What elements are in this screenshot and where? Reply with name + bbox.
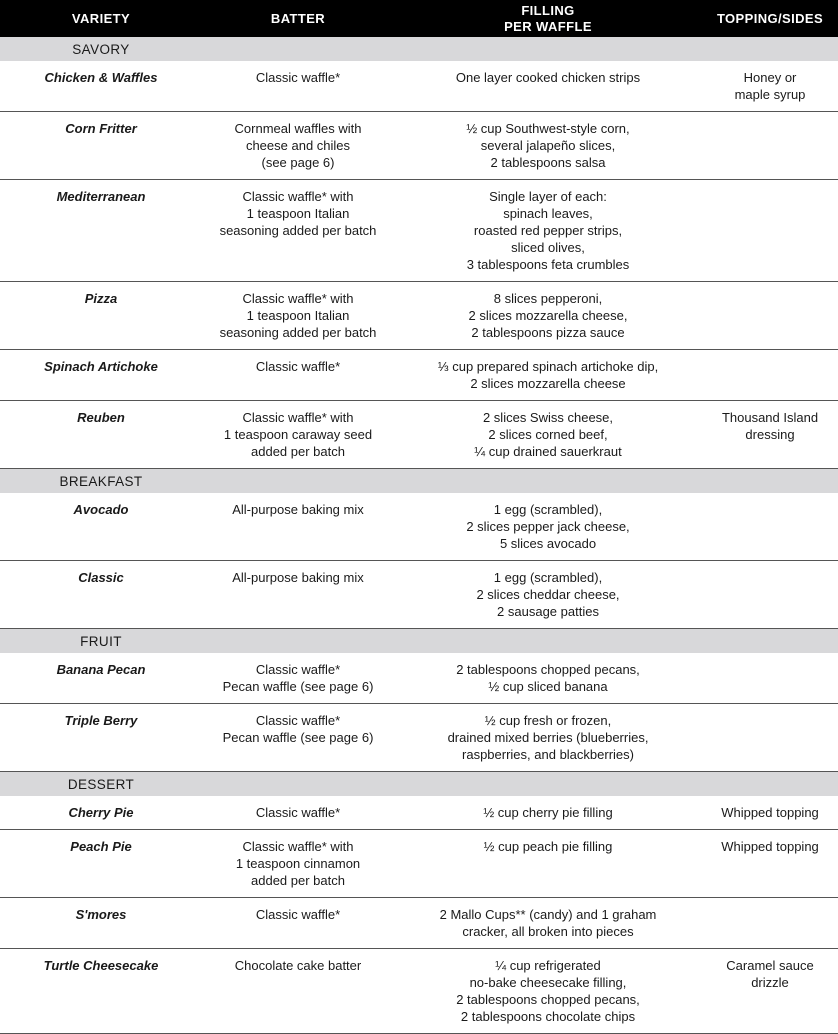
filling-cell — [394, 796, 702, 830]
batter-line: 1 teaspoon Italian — [246, 308, 350, 323]
filling-line: One layer cooked chicken strips — [455, 70, 641, 85]
filling-line: 2 slices mozzarella cheese — [470, 376, 626, 391]
variety-cell: Peach Pie — [0, 830, 202, 898]
filling-line: 2 slices corned beef, — [488, 427, 608, 442]
variety-cell: Avocado — [0, 493, 202, 561]
batter-line: added per batch — [251, 444, 345, 459]
section-row — [0, 37, 838, 61]
topping-line: dressing — [745, 427, 795, 442]
batter-line: Chocolate cake batter — [234, 958, 362, 973]
filling-line: 2 slices cheddar cheese, — [476, 587, 620, 602]
topping-cell — [702, 61, 838, 112]
filling-line: 2 tablespoons salsa — [490, 155, 606, 170]
header-batter: BATTER — [202, 0, 394, 37]
filling-line: drained mixed berries (blueberries, — [447, 730, 649, 745]
batter-line: Classic waffle* with — [242, 839, 354, 854]
filling-line: raspberries, and blackberries) — [462, 747, 634, 762]
variety-cell: Cherry Pie — [0, 796, 202, 830]
filling-cell — [394, 561, 702, 629]
filling-line: 1 egg (scrambled), — [493, 502, 603, 517]
header-filling-line2: PER WAFFLE — [504, 18, 592, 34]
filling-line: 2 sausage patties — [497, 604, 599, 619]
batter-line: Classic waffle* — [255, 359, 341, 374]
filling-cell — [394, 401, 702, 469]
section-label: SAVORY — [0, 37, 202, 61]
table-row — [0, 282, 838, 350]
topping-line: Caramel sauce — [726, 958, 814, 973]
filling-cell — [394, 704, 702, 772]
filling-cell — [394, 112, 702, 180]
section-label: BREAKFAST — [0, 469, 202, 494]
filling-cell — [394, 653, 702, 704]
section-filler — [202, 469, 838, 494]
table-row — [0, 949, 838, 1034]
topping-cell — [702, 653, 838, 704]
batter-line: 1 teaspoon cinnamon — [235, 856, 361, 871]
filling-line: ¼ cup drained sauerkraut — [474, 444, 622, 459]
filling-line: 3 tablespoons feta crumbles — [466, 257, 630, 272]
header-filling-line1: FILLING — [521, 2, 575, 18]
table-row — [0, 401, 838, 469]
filling-line: sliced olives, — [511, 240, 585, 255]
topping-cell — [702, 112, 838, 180]
header-topping: TOPPING/SIDES — [702, 0, 838, 37]
batter-line: Pecan waffle (see page 6) — [222, 679, 374, 694]
batter-cell — [202, 898, 394, 949]
table-row — [0, 561, 838, 629]
filling-cell — [394, 898, 702, 949]
topping-cell — [702, 830, 838, 898]
table-row — [0, 704, 838, 772]
topping-line: Honey or — [743, 70, 797, 85]
topping-cell — [702, 898, 838, 949]
table-row — [0, 180, 838, 282]
header-row — [0, 0, 838, 37]
table-row — [0, 830, 838, 898]
batter-cell — [202, 561, 394, 629]
filling-line: ½ cup sliced banana — [488, 679, 608, 694]
filling-cell — [394, 830, 702, 898]
filling-line: cracker, all broken into pieces — [462, 924, 634, 939]
batter-line: Classic waffle* — [255, 907, 341, 922]
topping-cell — [702, 282, 838, 350]
filling-line: ½ cup fresh or frozen, — [484, 713, 612, 728]
variety-cell: Corn Fritter — [0, 112, 202, 180]
filling-line: no-bake cheesecake filling, — [469, 975, 627, 990]
topping-cell — [702, 493, 838, 561]
variety-cell: Chicken & Waffles — [0, 61, 202, 112]
batter-cell — [202, 949, 394, 1034]
filling-line: Single layer of each: — [489, 189, 607, 204]
filling-line: 8 slices pepperoni, — [493, 291, 603, 306]
filling-line: 5 slices avocado — [499, 536, 597, 551]
filling-line: ⅓ cup prepared spinach artichoke dip, — [437, 359, 659, 374]
variety-cell: Mediterranean — [0, 180, 202, 282]
batter-cell — [202, 704, 394, 772]
batter-line: Cornmeal waffles with — [234, 121, 362, 136]
batter-line: 1 teaspoon caraway seed — [223, 427, 373, 442]
filling-cell — [394, 350, 702, 401]
filling-line: ½ cup Southwest-style corn, — [466, 121, 630, 136]
section-row — [0, 772, 838, 797]
section-label: DESSERT — [0, 772, 202, 797]
table-row — [0, 493, 838, 561]
batter-cell — [202, 61, 394, 112]
section-label: FRUIT — [0, 629, 202, 654]
batter-line: Classic waffle* — [255, 662, 341, 677]
topping-cell — [702, 350, 838, 401]
variety-cell: Triple Berry — [0, 704, 202, 772]
topping-line: drizzle — [751, 975, 789, 990]
topping-line: Thousand Island — [721, 410, 819, 425]
batter-line: added per batch — [251, 873, 345, 888]
topping-cell — [702, 561, 838, 629]
batter-cell — [202, 112, 394, 180]
batter-cell — [202, 796, 394, 830]
batter-cell — [202, 282, 394, 350]
table-row — [0, 350, 838, 401]
section-filler — [202, 37, 838, 61]
table-row — [0, 898, 838, 949]
filling-line: 2 slices mozzarella cheese, — [468, 308, 628, 323]
batter-cell — [202, 180, 394, 282]
header-filling — [394, 0, 702, 37]
filling-line: ¼ cup refrigerated — [495, 958, 601, 973]
filling-cell — [394, 493, 702, 561]
filling-line: 2 slices pepper jack cheese, — [466, 519, 630, 534]
batter-cell — [202, 653, 394, 704]
section-row — [0, 469, 838, 494]
table-body — [0, 37, 838, 1034]
batter-cell — [202, 401, 394, 469]
batter-line: 1 teaspoon Italian — [246, 206, 350, 221]
batter-line: Classic waffle* — [255, 805, 341, 820]
filling-line: 1 egg (scrambled), — [493, 570, 603, 585]
topping-line: Whipped topping — [721, 805, 819, 820]
filling-line: ½ cup peach pie filling — [483, 839, 613, 854]
table-row — [0, 653, 838, 704]
batter-line: All-purpose baking mix — [232, 502, 364, 517]
batter-cell — [202, 493, 394, 561]
header-variety: VARIETY — [0, 0, 202, 37]
batter-line: Classic waffle* — [255, 713, 341, 728]
filling-line: spinach leaves, — [503, 206, 593, 221]
topping-cell — [702, 180, 838, 282]
topping-cell — [702, 949, 838, 1034]
batter-line: Classic waffle* with — [242, 410, 354, 425]
variety-cell: Reuben — [0, 401, 202, 469]
batter-line: Classic waffle* with — [242, 189, 354, 204]
variety-cell: Turtle Cheesecake — [0, 949, 202, 1034]
filling-line: 2 tablespoons chopped pecans, — [456, 992, 640, 1007]
table-row — [0, 112, 838, 180]
topping-cell — [702, 704, 838, 772]
batter-line: seasoning added per batch — [219, 223, 377, 238]
filling-cell — [394, 282, 702, 350]
filling-line: roasted red pepper strips, — [473, 223, 623, 238]
filling-line: 2 tablespoons chopped pecans, — [456, 662, 640, 677]
batter-line: Classic waffle* — [255, 70, 341, 85]
batter-line: cheese and chiles — [245, 138, 351, 153]
batter-line: seasoning added per batch — [219, 325, 377, 340]
filling-line: several jalapeño slices, — [480, 138, 616, 153]
batter-cell — [202, 350, 394, 401]
variety-cell: S'mores — [0, 898, 202, 949]
filling-cell — [394, 61, 702, 112]
table-header — [0, 0, 838, 37]
batter-line: All-purpose baking mix — [232, 570, 364, 585]
topping-cell — [702, 401, 838, 469]
batter-line: Pecan waffle (see page 6) — [222, 730, 374, 745]
filling-line: ½ cup cherry pie filling — [483, 805, 613, 820]
batter-cell — [202, 830, 394, 898]
section-row — [0, 629, 838, 654]
batter-line: (see page 6) — [261, 155, 335, 170]
filling-line: 2 tablespoons chocolate chips — [460, 1009, 636, 1024]
variety-cell: Classic — [0, 561, 202, 629]
batter-line: Classic waffle* with — [242, 291, 354, 306]
filling-line: 2 slices Swiss cheese, — [482, 410, 614, 425]
variety-cell: Pizza — [0, 282, 202, 350]
filling-line: 2 Mallo Cups** (candy) and 1 graham — [439, 907, 657, 922]
table-row — [0, 796, 838, 830]
topping-line: maple syrup — [734, 87, 806, 102]
filling-cell — [394, 180, 702, 282]
variety-cell: Spinach Artichoke — [0, 350, 202, 401]
variety-cell: Banana Pecan — [0, 653, 202, 704]
topping-line: Whipped topping — [721, 839, 819, 854]
topping-cell — [702, 796, 838, 830]
section-filler — [202, 772, 838, 797]
filling-cell — [394, 949, 702, 1034]
filling-line: 2 tablespoons pizza sauce — [471, 325, 625, 340]
table-row — [0, 61, 838, 112]
section-filler — [202, 629, 838, 654]
